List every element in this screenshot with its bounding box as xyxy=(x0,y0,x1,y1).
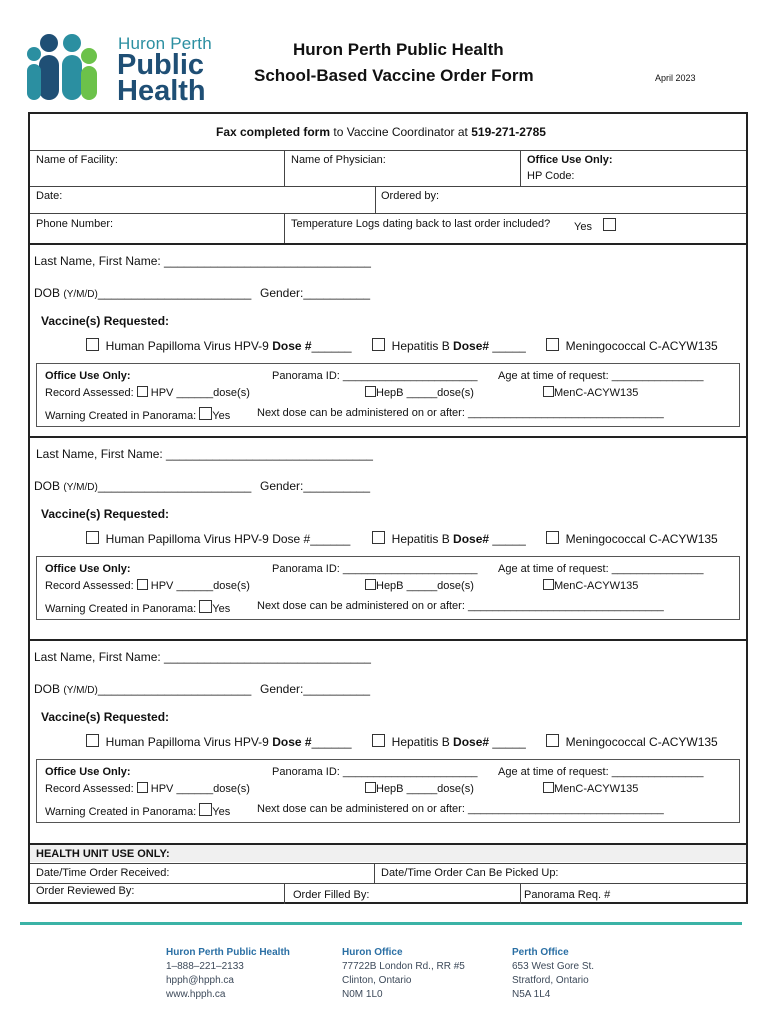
age-at-request-field[interactable]: Age at time of request: _______________ xyxy=(498,766,704,778)
record-assessed-menc[interactable]: MenC-ACYW135 xyxy=(543,782,638,795)
hepb-vaccine-option[interactable]: Hepatitis B Dose# _____ xyxy=(372,734,526,749)
patient-block-2 xyxy=(30,436,746,639)
age-at-request-field[interactable]: Age at time of request: _______________ xyxy=(498,370,704,382)
footer-perth-office: Perth Office 653 West Gore St. Stratford, Ontario N5A 1L4 xyxy=(512,947,595,1000)
meningococcal-vaccine-option[interactable]: Meningococcal C-ACYW135 xyxy=(546,734,718,749)
dob-field[interactable]: DOB (Y/M/D)_______________________ xyxy=(34,479,252,493)
phone-number-field[interactable]: Phone Number: xyxy=(36,218,114,230)
checkbox-icon[interactable] xyxy=(603,218,616,231)
gender-field[interactable]: Gender:__________ xyxy=(260,682,371,696)
office-use-label: Office Use Only: xyxy=(45,563,131,575)
hpv-vaccine-option[interactable]: Human Papilloma Virus HPV-9 Dose #______ xyxy=(86,734,352,749)
office-use-box xyxy=(36,759,740,823)
facility-name-field[interactable]: Name of Facility: xyxy=(36,154,118,166)
footer-divider xyxy=(20,922,742,925)
order-received-field[interactable]: Date/Time Order Received: xyxy=(36,867,170,879)
order-pickup-field[interactable]: Date/Time Order Can Be Picked Up: xyxy=(381,867,559,879)
checkbox-icon[interactable] xyxy=(365,782,376,793)
ordered-by-field[interactable]: Ordered by: xyxy=(381,190,440,202)
checkbox-icon[interactable] xyxy=(365,386,376,397)
hp-code-field[interactable]: HP Code: xyxy=(527,170,575,182)
checkbox-icon[interactable] xyxy=(546,734,559,747)
checkbox-icon[interactable] xyxy=(543,579,554,590)
vaccines-requested-label: Vaccine(s) Requested: xyxy=(41,507,170,521)
checkbox-icon[interactable] xyxy=(543,782,554,793)
logo-text-public: Public xyxy=(117,49,205,81)
checkbox-icon[interactable] xyxy=(543,386,554,397)
checkbox-icon[interactable] xyxy=(86,734,99,747)
meningococcal-vaccine-option[interactable]: Meningococcal C-ACYW135 xyxy=(546,338,718,353)
dob-field[interactable]: DOB (Y/M/D)_______________________ xyxy=(34,682,252,696)
logo-text-huron-perth: Huron Perth xyxy=(118,34,212,53)
hepb-vaccine-option[interactable]: Hepatitis B Dose# _____ xyxy=(372,531,526,546)
checkbox-icon[interactable] xyxy=(137,579,148,590)
page-title: Huron Perth Public Health xyxy=(293,40,504,59)
temperature-logs-yes[interactable]: Yes xyxy=(574,218,616,233)
panorama-req-field[interactable]: Panorama Req. # xyxy=(524,889,611,901)
warning-created-field[interactable]: Warning Created in Panorama: Yes xyxy=(45,600,230,615)
checkbox-icon[interactable] xyxy=(86,338,99,351)
warning-created-field[interactable]: Warning Created in Panorama: Yes xyxy=(45,803,230,818)
hpph-logo xyxy=(26,30,216,105)
checkbox-icon[interactable] xyxy=(86,531,99,544)
gender-field[interactable]: Gender:__________ xyxy=(260,479,371,493)
footer-website-link[interactable]: www.hpph.ca xyxy=(166,989,226,1000)
record-assessed-hpv[interactable]: Record Assessed: HPV ______dose(s) xyxy=(45,580,250,592)
next-dose-field[interactable]: Next dose can be administered on or after: ________________________________ xyxy=(257,600,664,612)
office-use-box xyxy=(36,363,740,427)
checkbox-icon[interactable] xyxy=(137,386,148,397)
physician-name-field[interactable]: Name of Physician: xyxy=(291,154,386,166)
panorama-id-field[interactable]: Panorama ID: ______________________ xyxy=(272,563,478,575)
form-date: April 2023 xyxy=(655,73,696,83)
patient-name-field[interactable]: Last Name, First Name: _______________________________ xyxy=(36,447,373,461)
order-filled-field[interactable]: Order Filled By: xyxy=(293,889,370,901)
office-use-label: Office Use Only: xyxy=(45,766,131,778)
checkbox-icon[interactable] xyxy=(199,407,212,420)
office-use-label: Office Use Only: xyxy=(45,370,131,382)
record-assessed-menc[interactable]: MenC-ACYW135 xyxy=(543,579,638,592)
logo-text-health: Health xyxy=(117,75,206,107)
checkbox-icon[interactable] xyxy=(546,338,559,351)
record-assessed-hpv[interactable]: Record Assessed: HPV ______dose(s) xyxy=(45,387,250,399)
record-assessed-hepb[interactable]: HepB _____dose(s) xyxy=(365,579,474,592)
hpv-vaccine-option[interactable]: Human Papilloma Virus HPV-9 Dose #______ xyxy=(86,531,350,546)
hepb-vaccine-option[interactable]: Hepatitis B Dose# _____ xyxy=(372,338,526,353)
checkbox-icon[interactable] xyxy=(137,782,148,793)
date-field[interactable]: Date: xyxy=(36,190,63,202)
panorama-id-field[interactable]: Panorama ID: ______________________ xyxy=(272,370,478,382)
record-assessed-hepb[interactable]: HepB _____dose(s) xyxy=(365,386,474,399)
health-unit-heading: HEALTH UNIT USE ONLY: xyxy=(36,848,170,860)
age-at-request-field[interactable]: Age at time of request: _______________ xyxy=(498,563,704,575)
checkbox-icon[interactable] xyxy=(199,600,212,613)
next-dose-field[interactable]: Next dose can be administered on or after: ________________________________ xyxy=(257,803,664,815)
vaccine-order-form xyxy=(28,112,748,904)
checkbox-icon[interactable] xyxy=(372,734,385,747)
record-assessed-hpv[interactable]: Record Assessed: HPV ______dose(s) xyxy=(45,783,250,795)
meningococcal-vaccine-option[interactable]: Meningococcal C-ACYW135 xyxy=(546,531,718,546)
patient-block-3 xyxy=(30,639,746,845)
record-assessed-hepb[interactable]: HepB _____dose(s) xyxy=(365,782,474,795)
footer-hpph-contact: Huron Perth Public Health 1–888–221–2133 hpph@hpph.ca www.hpph.ca xyxy=(166,947,290,1000)
checkbox-icon[interactable] xyxy=(546,531,559,544)
patient-name-field[interactable]: Last Name, First Name: _______________________________ xyxy=(34,650,371,664)
footer-email-link[interactable]: hpph@hpph.ca xyxy=(166,975,234,986)
checkbox-icon[interactable] xyxy=(199,803,212,816)
panorama-id-field[interactable]: Panorama ID: ______________________ xyxy=(272,766,478,778)
people-icon xyxy=(26,30,106,105)
vaccines-requested-label: Vaccine(s) Requested: xyxy=(41,314,170,328)
hpv-vaccine-option[interactable]: Human Papilloma Virus HPV-9 Dose #______ xyxy=(86,338,352,353)
footer-huron-office: Huron Office 77722B London Rd., RR #5 Clinton, Ontario N0M 1L0 xyxy=(342,947,465,1000)
office-use-label: Office Use Only: xyxy=(527,154,613,166)
vaccines-requested-label: Vaccine(s) Requested: xyxy=(41,710,170,724)
office-use-box xyxy=(36,556,740,620)
temperature-logs-question: Temperature Logs dating back to last order included? xyxy=(291,218,551,230)
fax-instruction: Fax completed form to Vaccine Coordinator at 519-271-2785 xyxy=(216,125,546,139)
next-dose-field[interactable]: Next dose can be administered on or after: ________________________________ xyxy=(257,407,664,419)
patient-block-1 xyxy=(30,243,746,436)
checkbox-icon[interactable] xyxy=(365,579,376,590)
record-assessed-menc[interactable]: MenC-ACYW135 xyxy=(543,386,638,399)
dob-field[interactable]: DOB (Y/M/D)_______________________ xyxy=(34,286,252,300)
checkbox-icon[interactable] xyxy=(372,338,385,351)
checkbox-icon[interactable] xyxy=(372,531,385,544)
gender-field[interactable]: Gender:__________ xyxy=(260,286,371,300)
patient-name-field[interactable]: Last Name, First Name: _______________________________ xyxy=(34,254,371,268)
page-subtitle: School-Based Vaccine Order Form xyxy=(254,66,534,85)
warning-created-field[interactable]: Warning Created in Panorama: Yes xyxy=(45,407,230,422)
order-reviewed-field[interactable]: Order Reviewed By: xyxy=(36,885,135,897)
